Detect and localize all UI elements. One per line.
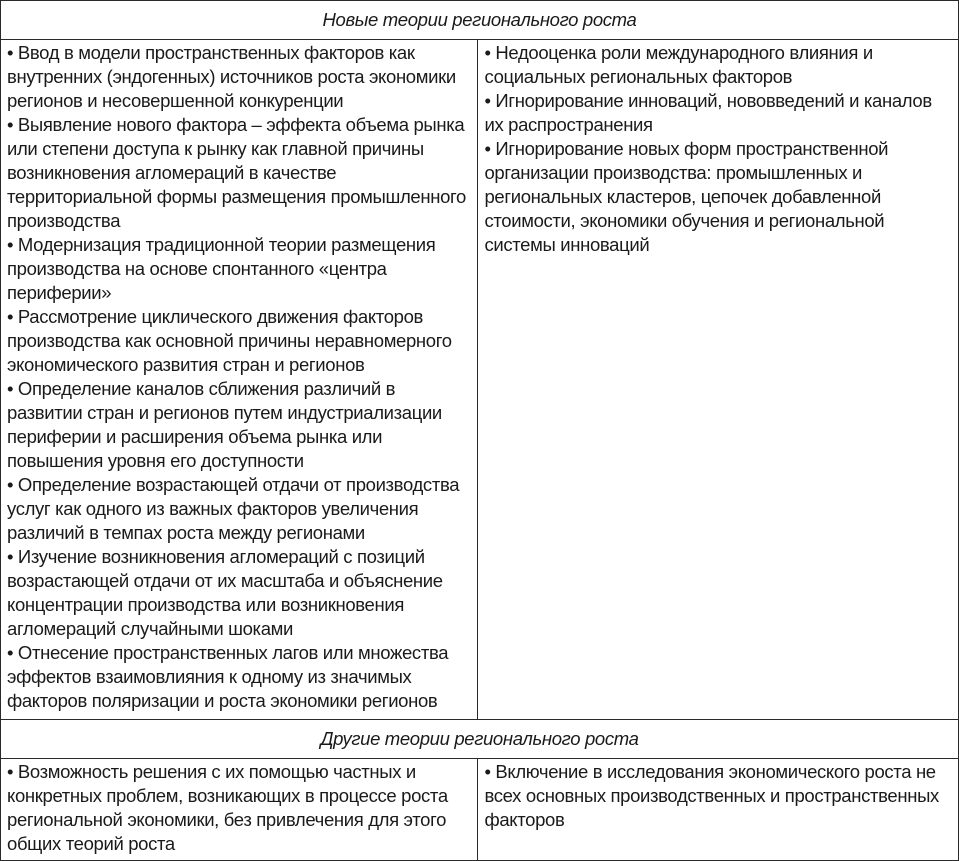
list-item: • Определение возрастающей отдачи от производства услуг как одного из важных факторов увеличения различий в темпах роста между регионами — [7, 474, 460, 543]
right-column-cell — [478, 40, 959, 720]
list-item: • Игнорирование новых форм пространственной организации производства: промышленных и региональных кластеров, цепочек добавленной стоимости, экономики обучения и региональной системы инноваций — [484, 138, 889, 255]
list-item: • Недооценка роли международного влияния и социальных региональных факторов — [484, 42, 873, 87]
list-item: • Изучение возникновения агломераций с позиций возрастающей отдачи от их масштаба и объяснение концентрации производства или возникновения агломераций случайными шоками — [7, 546, 443, 639]
list-item: • Включение в исследования экономического роста не всех основных производственных и пространственных факторов — [484, 761, 939, 830]
left-column-cell — [1, 40, 478, 720]
right-column-cell — [478, 759, 959, 861]
list-item: • Модернизация традиционной теории размещения производства на основе спонтанного «центра периферии» — [7, 234, 436, 303]
section-title-other-theories: Другие теории регионального роста — [1, 720, 959, 759]
section-title-new-theories: Новые теории регионального роста — [1, 1, 959, 40]
section-content-row — [1, 759, 959, 861]
list-item: • Игнорирование инноваций, нововведений и каналов их распространения — [484, 90, 932, 135]
list-item: • Возможность решения с их помощью частных и конкретных проблем, возникающих в процессе роста региональной экономики, без привлечения для этого общих теорий роста — [7, 761, 448, 854]
section-content-row — [1, 40, 959, 720]
list-item: • Отнесение пространственных лагов или множества эффектов взаимовлияния к одному из значимых факторов поляризации и роста экономики регионов — [7, 642, 449, 711]
list-item: • Рассмотрение циклического движения факторов производства как основной причины неравномерного экономического развития стран и регионов — [7, 306, 452, 375]
list-item: • Ввод в модели пространственных факторов как внутренних (эндогенных) источников роста экономики регионов и несовершенной конкуренции — [7, 42, 456, 111]
list-item: • Определение каналов сближения различий в развитии стран и регионов путем индустриализации периферии и расширения объема рынка или повышения уровня его доступности — [7, 378, 442, 471]
left-column-cell — [1, 759, 478, 861]
list-item: • Выявление нового фактора – эффекта объема рынка или степени доступа к рынку как главной причины возникновения агломераций в качестве территориальной формы размещения промышленного производства — [7, 114, 466, 231]
section-header-row — [1, 720, 959, 759]
section-header-row — [1, 1, 959, 40]
